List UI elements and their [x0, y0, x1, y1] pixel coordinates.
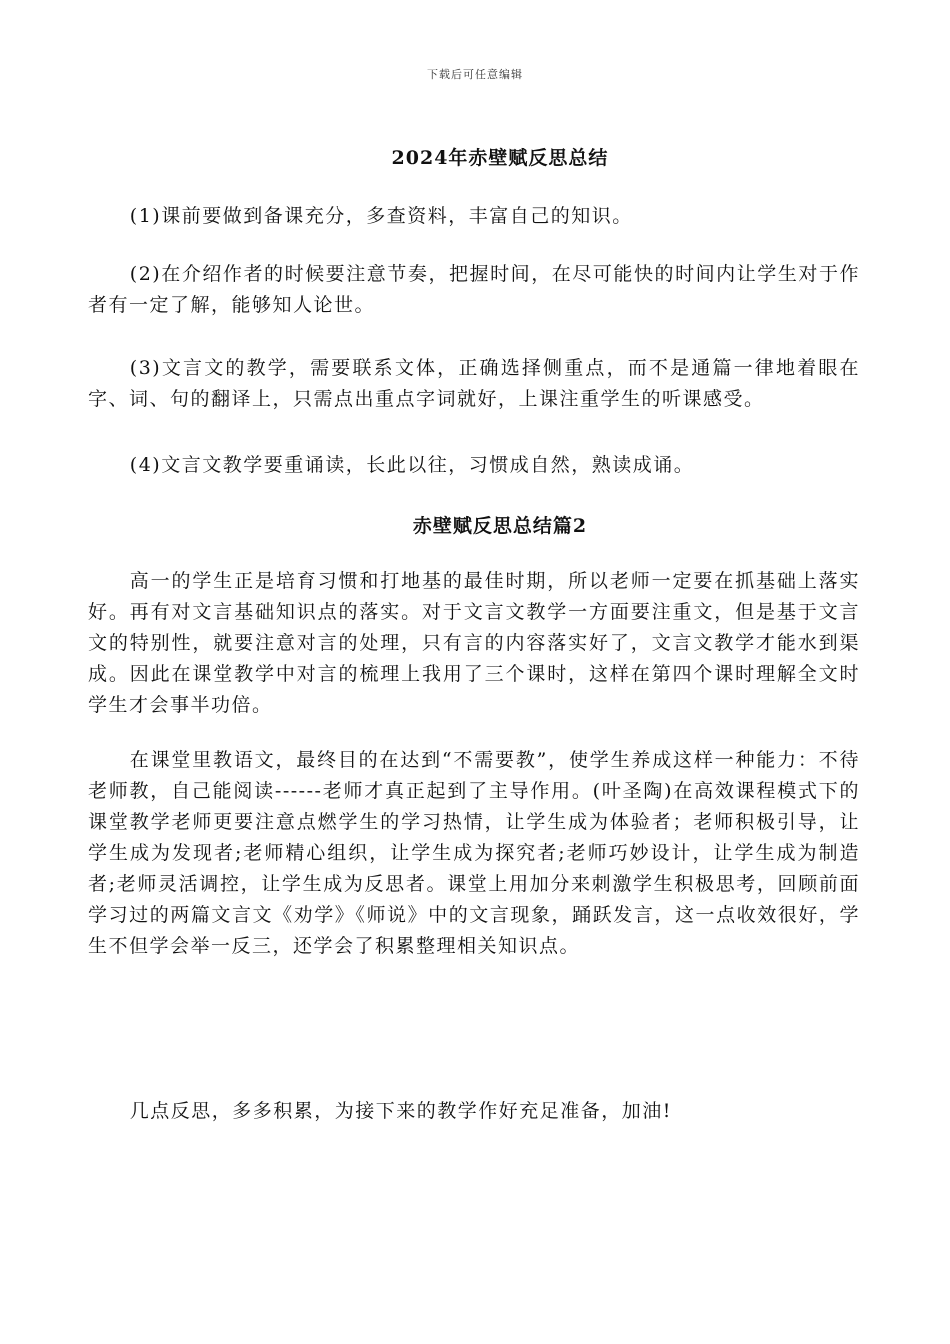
body-paragraph: 高一的学生正是培育习惯和打地基的最佳时期，所以老师一定要在抓基础上落实好。再有对文言基础知识点的落实。对于文言文教学一方面要注重文，但是基于文言文的特别性，就要注意对言的处理，只有言的内容落实好了，文言文教学才能水到渠成。因此在课堂教学中对言的梳理上我用了三个课时，这样在第四个课时理解全文时学生才会事半功倍。 — [88, 570, 860, 716]
body-paragraph: 在课堂里教语文，最终目的在达到“不需要教”，使学生养成这样一种能力：不待老师教，自己能阅读------老师才真正起到了主导作用。(叶圣陶)在高效课程模式下的课堂教学老师更要注意点燃学生的学习热情，让学生成为体验者；老师积极引导，让学生成为发现者;老师精心组织，让学生成为探究者;老师巧妙设计，让学生成为制造者;老师灵活调控，让学生成为反思者。课堂上用加分来刺激学生积极思考，回顾前面学习过的两篇文言文《劝学》《师说》中的文言现象，踊跃发言，这一点收效很好，学生不但学会举一反三，还学会了积累整理相关知识点。 — [88, 749, 860, 957]
header-note: 下载后可任意编辑 — [427, 68, 523, 81]
document-title: 2024年赤壁赋反思总结 — [391, 147, 609, 169]
list-item: (4)文言文教学要重诵读，长此以往，习惯成自然，熟读成诵。 — [129, 454, 695, 476]
body-paragraph: 几点反思，多多积累，为接下来的教学作好充足准备，加油! — [129, 1100, 672, 1122]
list-item: (1)课前要做到备课充分，多查资料，丰富自己的知识。 — [129, 205, 633, 227]
section-title: 赤壁赋反思总结篇2 — [412, 515, 588, 537]
list-item: (2)在介绍作者的时候要注意节奏，把握时间，在尽可能快的时间内让学生对于作者有一定了解，能够知人论世。 — [88, 263, 860, 316]
list-item: (3)文言文的教学，需要联系文体，正确选择侧重点，而不是通篇一律地着眼在字、词、句的翻译上，只需点出重点字词就好，上课注重学生的听课感受。 — [88, 357, 860, 410]
